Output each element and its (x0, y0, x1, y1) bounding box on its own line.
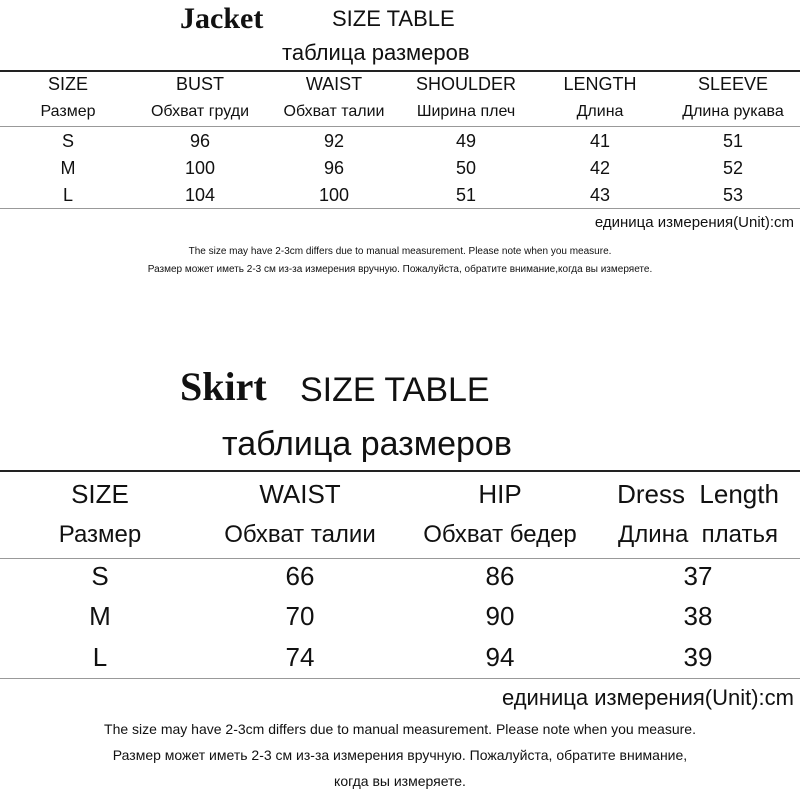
jacket-title-ru: таблица размеров (282, 40, 470, 65)
cell-waist: 74 (285, 642, 315, 672)
cell-length: 41 (589, 131, 611, 151)
cell-size: M (60, 158, 76, 178)
header-dress-length: Dress Length (617, 479, 779, 509)
header-hip: HIP (478, 479, 522, 509)
cell-shoulder: 50 (455, 158, 477, 178)
cell-sleeve: 53 (722, 185, 744, 205)
skirt-size-table (0, 355, 800, 800)
header-hip-ru: Обхват бедер (423, 521, 577, 548)
cell-waist: 100 (318, 185, 350, 205)
header-waist: WAIST (259, 479, 341, 509)
table-top-rule (0, 70, 800, 72)
header-bust-ru: Обхват груди (150, 103, 249, 120)
cell-waist: 92 (323, 131, 345, 151)
cell-length: 42 (589, 158, 611, 178)
header-bust: BUST (175, 74, 224, 94)
cell-dress-length: 39 (683, 642, 713, 672)
header-length: LENGTH (563, 74, 637, 94)
cell-sleeve: 52 (722, 158, 744, 178)
cell-size: S (61, 131, 74, 151)
header-sleeve: SLEEVE (697, 74, 769, 94)
cell-size: M (89, 601, 111, 631)
cell-size: L (62, 185, 73, 205)
cell-size: L (92, 642, 108, 672)
jacket-size-table (0, 0, 800, 290)
cell-shoulder: 49 (455, 131, 477, 151)
unit-label: единица измерения(Unit):cm (501, 685, 794, 710)
header-divider (0, 126, 800, 127)
header-dress-length-ru: Длина платья (618, 521, 778, 548)
cell-waist: 66 (285, 561, 315, 591)
cell-sleeve: 51 (722, 131, 744, 151)
cell-bust: 104 (184, 185, 216, 205)
header-size: SIZE (47, 74, 88, 94)
header-shoulder: SHOULDER (415, 74, 517, 94)
table-bottom-rule (0, 678, 800, 679)
header-shoulder-ru: Ширина плеч (416, 103, 516, 120)
cell-hip: 90 (485, 601, 515, 631)
header-size: SIZE (71, 479, 129, 509)
skirt-title: Skirt (180, 364, 267, 409)
skirt-title-en: SIZE TABLE (300, 371, 490, 409)
cell-dress-length: 38 (683, 601, 713, 631)
header-waist-ru: Обхват талии (283, 103, 385, 120)
cell-hip: 86 (485, 561, 515, 591)
header-length-ru: Длина (576, 103, 624, 120)
jacket-title: Jacket (180, 2, 264, 35)
measurement-note-ru: Размер может иметь 2-3 см из-за измерения вручную. Пожалуйста, обратите внимание, (112, 747, 688, 763)
table-bottom-rule (0, 208, 800, 209)
cell-waist: 96 (323, 158, 345, 178)
table-top-rule (0, 470, 800, 472)
header-waist: WAIST (305, 74, 363, 94)
cell-size: S (91, 561, 109, 591)
header-waist-ru: Обхват талии (224, 521, 376, 548)
measurement-note-en: The size may have 2-3cm differs due to manual measurement. Please note when you measure. (188, 246, 612, 257)
measurement-note-en: The size may have 2-3cm differs due to manual measurement. Please note when you measure. (104, 721, 696, 737)
cell-waist: 70 (285, 601, 315, 631)
cell-dress-length: 37 (683, 561, 713, 591)
measurement-note-ru-cont: когда вы измеряете. (334, 773, 466, 789)
unit-label: единица измерения(Unit):cm (594, 214, 794, 231)
header-size-ru: Размер (40, 103, 96, 120)
header-divider (0, 558, 800, 559)
header-size-ru: Размер (58, 521, 142, 548)
jacket-title-en: SIZE TABLE (332, 6, 455, 31)
skirt-title-ru: таблица размеров (222, 425, 512, 463)
cell-bust: 100 (184, 158, 216, 178)
cell-length: 43 (589, 185, 611, 205)
measurement-note-ru: Размер может иметь 2-3 см из-за измерения вручную. Пожалуйста, обратите внимание,когда вы измеряете. (147, 264, 653, 275)
header-sleeve-ru: Длина рукава (682, 103, 784, 120)
cell-bust: 96 (189, 131, 211, 151)
cell-hip: 94 (485, 642, 515, 672)
cell-shoulder: 51 (455, 185, 477, 205)
